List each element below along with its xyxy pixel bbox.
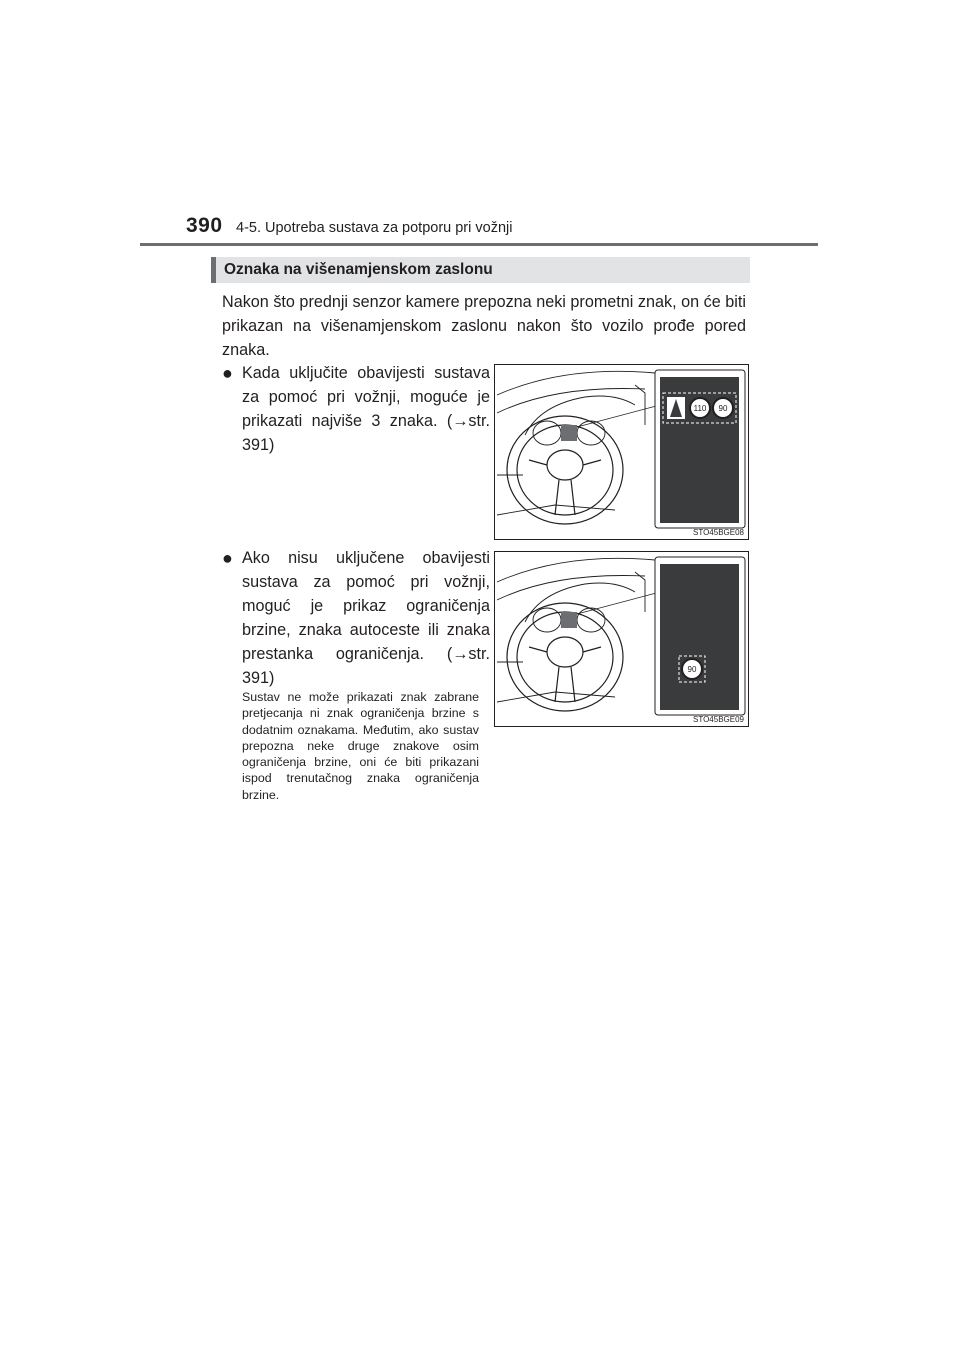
motorway-sign-icon (667, 397, 685, 419)
dashboard-illustration (495, 365, 748, 539)
page-number: 390 (186, 214, 223, 237)
speed-limit-sign-icon (713, 398, 733, 418)
dashboard-illustration (495, 552, 748, 726)
display-panel (660, 564, 739, 710)
figure-code: STO45BGE08 (693, 528, 744, 537)
speed-limit-value: 90 (687, 665, 697, 674)
bullet-text: Ako nisu uključene obavijesti sustava za pomoć pri vožnji, moguć je prikaz ograničenja brzine, znaka autoceste ili znaka prestanka ograničenja. (→str. 391) (242, 549, 490, 687)
chapter-title: 4-5. Upotreba sustava za potporu pri vožnji (236, 220, 513, 236)
bullet-dot: ● (222, 363, 233, 383)
header-rule (140, 243, 818, 246)
callout-line (577, 592, 660, 614)
note-paragraph: Sustav ne može prikazati znak zabrane pretjecanja ni znak ograničenja brzine s dodatnim oznakama. Međutim, ako sustav prepozna neke druge znakove osim ograničenja brzine, oni će biti prikazani ispod trenutačnog znaka ograničenja brzine. (242, 690, 479, 802)
speed-limit-sign-icon (690, 398, 710, 418)
figure-dashboard-three-signs (494, 364, 749, 540)
figure-dashboard-one-sign (494, 551, 749, 727)
speed-limit-value: 90 (718, 404, 728, 413)
section-header (211, 257, 750, 283)
bullet-text: Kada uključite obavijesti sustava za pomoć pri vožnji, moguće je prikazati najviše 3 znaka. (→str. 391) (242, 364, 490, 454)
speed-limit-sign-icon (682, 659, 702, 679)
intro-paragraph: Nakon što prednji senzor kamere prepozna neki prometni znak, on će biti prikazan na višenamjenskom zaslonu nakon što vozilo prođe pored znaka. (222, 293, 746, 359)
section-accent (211, 257, 216, 283)
section-title: Oznaka na višenamjenskom zaslonu (224, 261, 493, 278)
figure-code: STO45BGE09 (693, 715, 744, 724)
callout-line (577, 405, 660, 427)
speed-limit-value: 110 (693, 404, 707, 413)
bullet-dot: ● (222, 548, 233, 568)
